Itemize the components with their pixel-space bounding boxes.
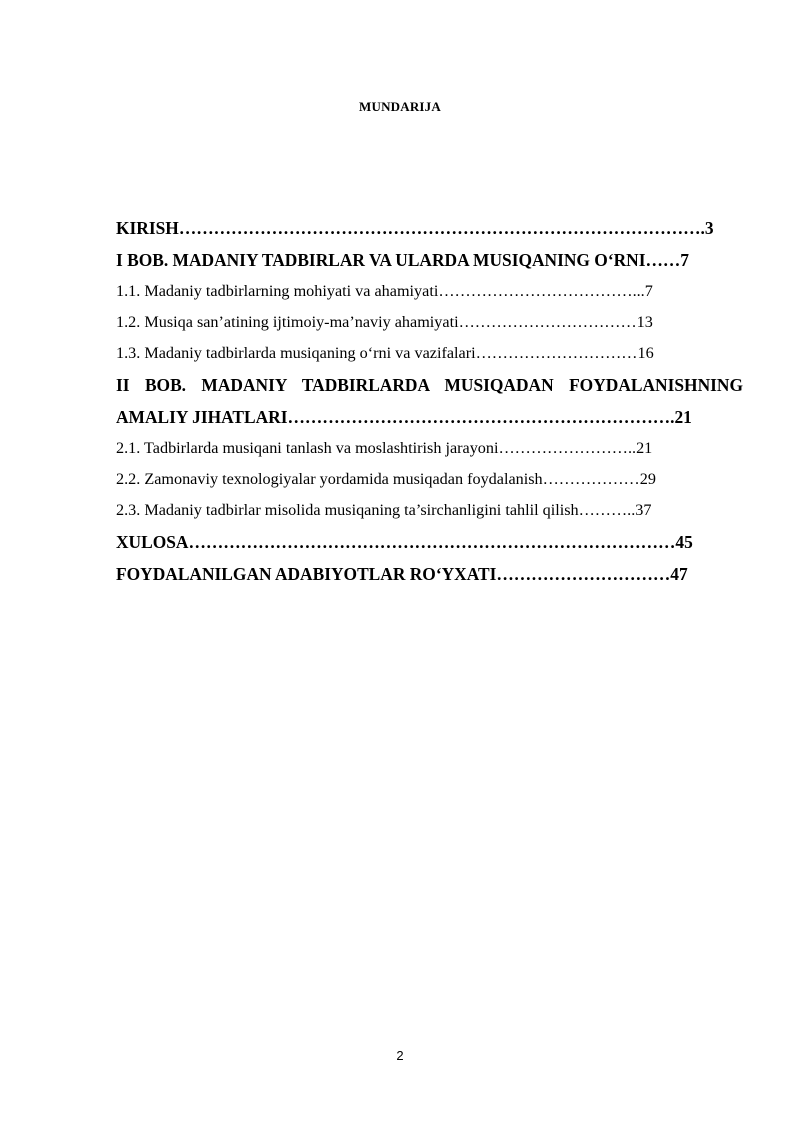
page-title: MUNDARIJA: [359, 99, 441, 114]
toc-entry-chapter-1[interactable]: I BOB. MADANIY TADBIRLAR VA ULARDA MUSIQANING O‘RNI……7: [116, 250, 689, 270]
toc-entry-section-1-3[interactable]: 1.3. Madaniy tadbirlarda musiqaning o‘rni va vazifalari…………………………16: [116, 344, 654, 362]
table-of-contents: [116, 212, 743, 590]
toc-entry-section-1-2[interactable]: 1.2. Musiqa san’atining ijtimoiy-ma’naviy ahamiyati……………………………13: [116, 313, 653, 331]
toc-entry-conclusion[interactable]: XULOSA…………………………………………………………………………45: [116, 532, 693, 552]
toc-entry-references[interactable]: FOYDALANILGAN ADABIYOTLAR RO‘YXATI…………………………47: [116, 564, 688, 584]
toc-entry-introduction[interactable]: KIRISH……………………………………………………………………………….3: [116, 218, 714, 238]
toc-entry-section-2-3[interactable]: 2.3. Madaniy tadbirlar misolida musiqaning ta’sirchanligini tahlil qilish………..37: [116, 501, 652, 519]
toc-entry-chapter-2-line-1[interactable]: II BOB. MADANIY TADBIRLARDA MUSIQADAN FOYDALANISHNING: [116, 375, 743, 395]
toc-entry-chapter-2-line-2[interactable]: AMALIY JIHATLARI………………………………………………………….21: [116, 407, 692, 427]
page-number: 2: [396, 1048, 404, 1063]
toc-entry-section-1-1[interactable]: 1.1. Madaniy tadbirlarning mohiyati va ahamiyati………………………………...7: [116, 282, 653, 300]
toc-entry-section-2-1[interactable]: 2.1. Tadbirlarda musiqani tanlash va moslashtirish jarayoni……………………..21: [116, 439, 653, 457]
toc-entry-section-2-2[interactable]: 2.2. Zamonaviy texnologiyalar yordamida musiqadan foydalanish………………29: [116, 470, 656, 488]
